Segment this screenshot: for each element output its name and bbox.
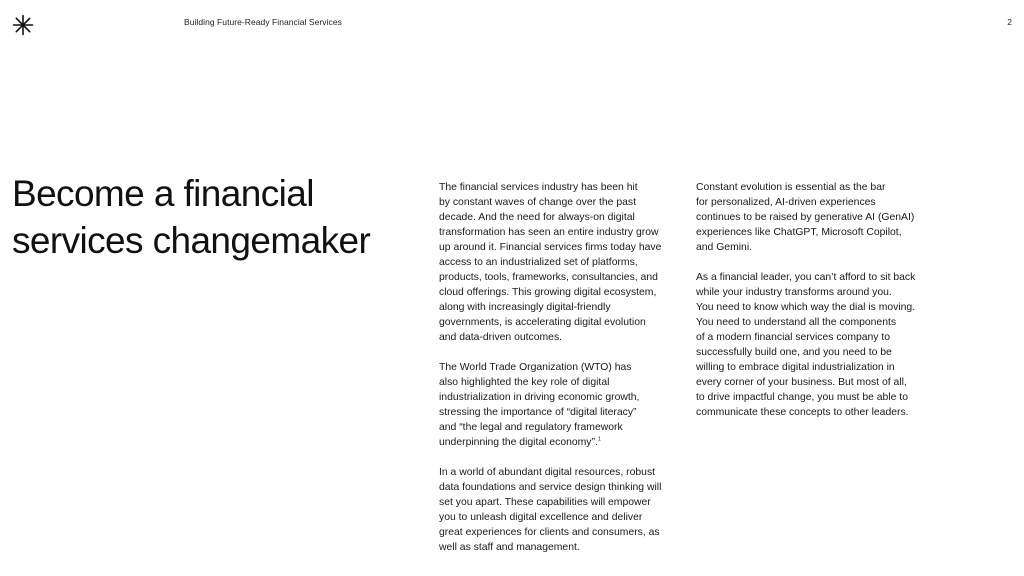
- footnote-marker: 1: [597, 436, 601, 443]
- text-line: stressing the importance of “digital literacy”: [439, 407, 637, 418]
- body-column-right: [696, 180, 936, 435]
- text-line: well as staff and management.: [439, 542, 580, 553]
- text-line: to drive impactful change, you must be able to: [696, 392, 908, 403]
- text-line: Constant evolution is essential as the bar: [696, 182, 886, 193]
- paragraph-financial-leader: [696, 270, 936, 420]
- text-line: of a modern financial services company to: [696, 332, 891, 343]
- text-line: In a world of abundant digital resources, robust: [439, 467, 656, 478]
- text-line: and “the legal and regulatory framework: [439, 422, 623, 433]
- paragraph-digital-resources: [439, 465, 679, 555]
- text-line: [439, 435, 679, 450]
- text-line: also highlighted the key role of digital: [439, 377, 610, 388]
- text-line: communicate these concepts to other leaders.: [696, 407, 909, 418]
- page-number: 2: [1007, 17, 1012, 27]
- text-line: access to an industrialized set of platforms,: [439, 257, 638, 268]
- text-line: set you apart. These capabilities will empower: [439, 497, 651, 508]
- text-line: willing to embrace digital industrialization in: [696, 362, 895, 373]
- page-headline: [12, 170, 370, 264]
- body-column-left: [439, 180, 679, 570]
- text-line: up around it. Financial services firms today have: [439, 242, 662, 253]
- headline-line: services changemaker: [12, 220, 371, 261]
- text-line: and Gemini.: [696, 242, 753, 253]
- text-line: continues to be raised by generative AI (GenAI): [696, 212, 915, 223]
- text-line: successfully build one, and you need to be: [696, 347, 892, 358]
- text-line: The World Trade Organization (WTO) has: [439, 362, 632, 373]
- text-line: experiences like ChatGPT, Microsoft Copilot,: [696, 227, 902, 238]
- asterisk-icon: [12, 14, 34, 36]
- text-line: you to unleash digital excellence and deliver: [439, 512, 643, 523]
- text-line: You need to know which way the dial is moving.: [696, 302, 916, 313]
- text-line: cloud offerings. This growing digital ecosystem,: [439, 287, 657, 298]
- text-line: You need to understand all the components: [696, 317, 897, 328]
- paragraph-wto: [439, 360, 679, 450]
- text-line: transformation has seen an entire industry grow: [439, 227, 659, 238]
- text-line: great experiences for clients and consumers, as: [439, 527, 660, 538]
- text-line: governments, is accelerating digital evolution: [439, 317, 646, 328]
- text-line: by constant waves of change over the past: [439, 197, 636, 208]
- text-line: and data-driven outcomes.: [439, 332, 563, 343]
- text-line: The financial services industry has been hit: [439, 182, 638, 193]
- text-line: along with increasingly digital-friendly: [439, 302, 611, 313]
- paragraph-constant-evolution: [696, 180, 936, 255]
- text-line: industrialization in driving economic growth,: [439, 392, 640, 403]
- headline-line: Become a financial: [12, 173, 314, 214]
- paragraph-industry-change: [439, 180, 679, 345]
- text-line: data foundations and service design thinking will: [439, 482, 662, 493]
- text-line: for personalized, AI-driven experiences: [696, 197, 876, 208]
- text-line: every corner of your business. But most of all,: [696, 377, 907, 388]
- text-line: As a financial leader, you can’t afford to sit back: [696, 272, 916, 283]
- text-line: decade. And the need for always-on digital: [439, 212, 635, 223]
- document-title: Building Future-Ready Financial Services: [184, 17, 342, 27]
- text-line: while your industry transforms around you.: [696, 287, 892, 298]
- text-line: products, tools, frameworks, consultancies, and: [439, 272, 658, 283]
- text-line-content: underpinning the digital economy”.: [439, 437, 598, 448]
